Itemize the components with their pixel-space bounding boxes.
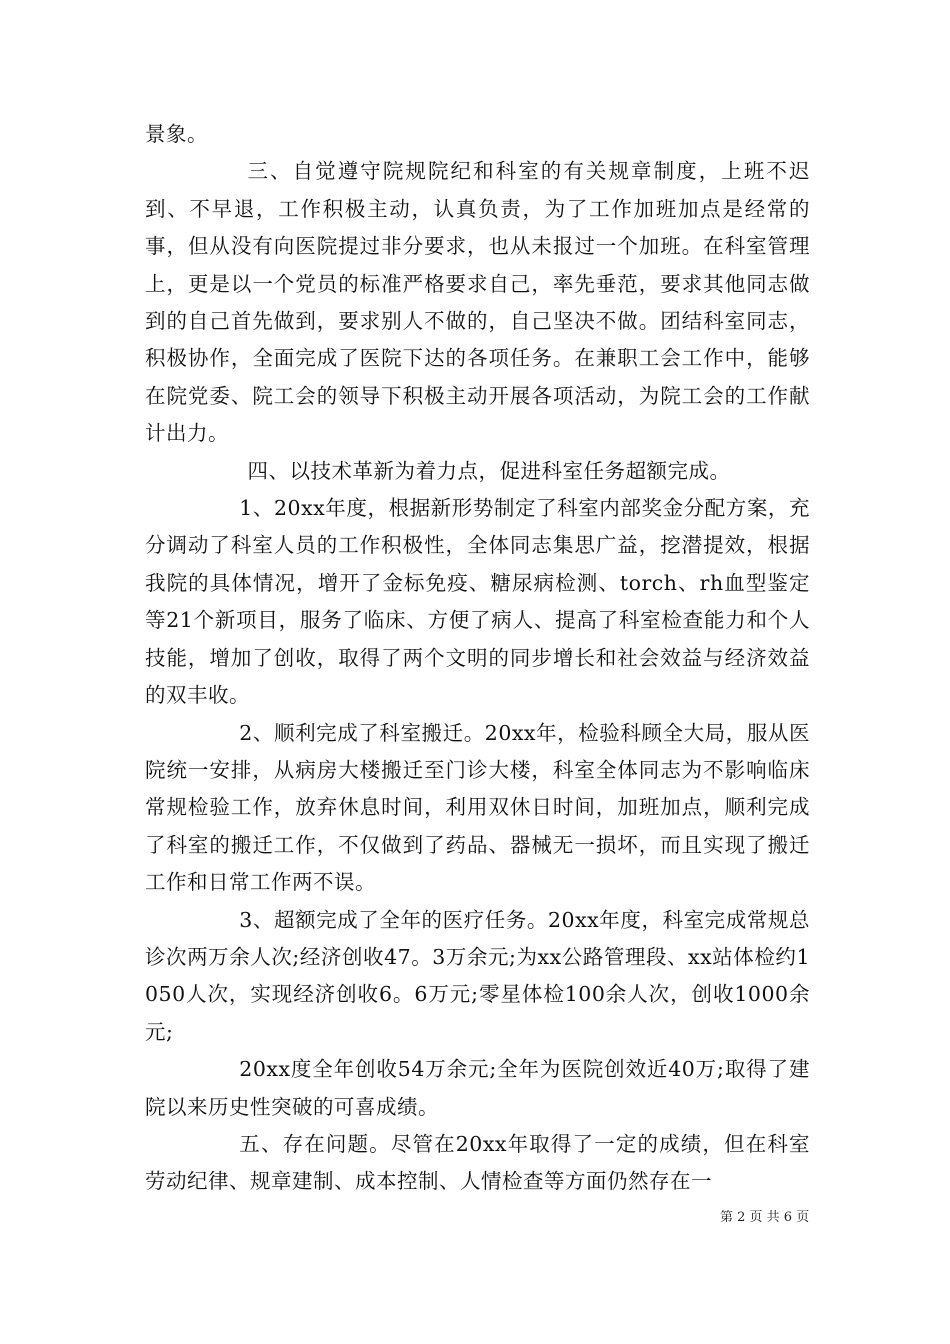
paragraph-section-five: 五、存在问题。尽管在20xx年取得了一定的成绩，但在科室劳动纪律、规章建制、成本控制、人情检查等方面仍然存在一 [145, 1131, 810, 1194]
paragraph-item-one: 1、20xx年度，根据新形势制定了科室内部奖金分配方案，充分调动了科室人员的工作积极性，全体同志集思广益，挖潜提效，根据我院的具体情况，增开了金标免疫、糖尿病检测、torch、rh血型鉴定等21个新项目，服务了临床、方便了病人、提高了科室检查能力和个人技能，增加了创收，取得了两个文明的同步增长和社会效益与经济效益的双丰收。 [145, 496, 810, 708]
paragraph-section-four-heading: 四、以技术革新为着力点，促进科室任务超额完成。 [247, 458, 731, 483]
document-body [145, 116, 810, 1201]
paragraph-section-three: 三、自觉遵守院规院纪和科室的有关规章制度，上班不迟到、不早退，工作积极主动，认真负责，为了工作加班加点是经常的事，但从没有向医院提过非分要求，也从未报过一个加班。在科室管理上，更是以一个党员的标准严格要求自己，率先垂范，要求其他同志做到的自己首先做到，要求别人不做的，自己坚决不做。团结科室同志，积极协作，全面完成了医院下达的各项任务。在兼职工会工作中，能够在院党委、院工会的领导下积极主动开展各项活动，为院工会的工作献计出力。 [145, 159, 810, 446]
paragraph-annual-revenue: 20xx度全年创收54万余元;全年为医院创效近40万;取得了建院以来历史性突破的可喜成绩。 [145, 1057, 810, 1119]
paragraph-item-two: 2、顺利完成了科室搬迁。20xx年，检验科顾全大局，服从医院统一安排，从病房大楼搬迁至门诊大楼，科室全体同志为不影响临床常规检验工作，放弃休息时间，利用双休日时间，加班加点，顺利完成了科室的搬迁工作，不仅做到了药品、器械无一损坏，而且实现了搬迁工作和日常工作两不误。 [145, 720, 810, 895]
paragraph-item-three: 3、超额完成了全年的医疗任务。20xx年度，科室完成常规总诊次两万余人次;经济创收47。3万余元;为xx公路管理段、xx站体检约1050人次，实现经济创收6。6万元;零星体检100余人次，创收1000余元; [145, 907, 810, 1044]
paragraph-continuation: 景象。 [145, 122, 208, 146]
page-number-footer: 第 2 页 共 6 页 [720, 1210, 810, 1225]
